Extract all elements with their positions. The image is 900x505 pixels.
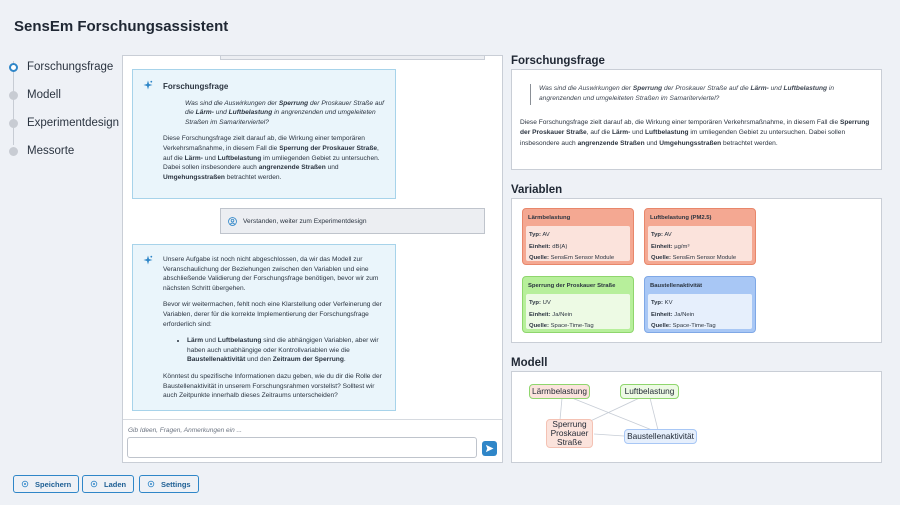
user-icon (228, 217, 237, 226)
model-node[interactable]: Lärmbelastung (529, 384, 590, 399)
step-messorte[interactable] (9, 137, 119, 165)
variable-card[interactable] (644, 208, 756, 265)
step-experimentdesign[interactable] (9, 109, 119, 137)
input-label: Gib Ideen, Fragen, Anmerkungen ein ... (128, 427, 242, 434)
step-label: Messorte (27, 145, 75, 157)
load-button[interactable]: Laden (82, 475, 134, 493)
message-text: Unsere Aufgabe ist noch nicht abgeschlossen, da wir das Modell zur Veranschaulichung der Beziehungen zwischen den Variablen und eine abschließende Validierung der Forschungsfrage benötigen, bevor wir zum nächsten Schritt übergehen. (163, 256, 379, 292)
model-panel[interactable] (511, 371, 882, 463)
variable-details: Typ: AV Einheit: dB(A) Quelle: SensEm Sensor Module (526, 226, 630, 261)
model-node[interactable]: Luftbelastung (620, 384, 679, 399)
message-list (187, 336, 385, 365)
model-node[interactable]: Baustellenaktivität (624, 429, 697, 444)
variable-name: Sperrung der Proskauer Straße (528, 283, 616, 289)
step-dot (9, 91, 18, 100)
user-message (220, 208, 485, 234)
settings-button[interactable]: Settings (139, 475, 199, 493)
gear-icon (90, 480, 98, 488)
step-label: Forschungsfrage (27, 61, 114, 73)
variable-card[interactable] (644, 276, 756, 333)
model-title: Modell (511, 357, 548, 369)
send-icon (485, 444, 494, 453)
message-text: Bevor wir weitermachen, fehlt noch eine Klarstellung oder Verfeinerung der Variablen, derer für die korrekte Implementierung der Forschungsfrage erforderlich sind: (163, 301, 382, 328)
sparkle-icon (143, 80, 153, 90)
research-question-panel (511, 69, 882, 170)
variables-panel (511, 198, 882, 343)
variable-name: Luftbelastung (PM2.5) (650, 215, 712, 221)
variable-name: Baustellenaktivität (650, 283, 703, 289)
message-heading: Forschungsfrage (163, 82, 229, 91)
list-item: • Lärm und Luftbelastung sind die abhängigen Variablen, aber wir haben auch unabhängige oder Kontrollvariablen wie die Baustellenaktivität und den Zeitraum der Sperrung. (187, 336, 385, 365)
step-dot (9, 119, 18, 128)
chat-input[interactable] (127, 437, 477, 458)
model-edge (594, 434, 624, 436)
message-text: Könntest du spezifische Informationen dazu geben, wie du dir die Rolle der Baustellenaktivität in unserem Forschungsrahmen vorstellst? Solltest wir auch Zeitpunkte innerhalb dieses Zeitraums unterscheiden? (163, 372, 382, 400)
gear-icon (21, 480, 29, 488)
step-dot (9, 147, 18, 156)
send-button[interactable] (482, 441, 497, 456)
step-navigation (9, 53, 119, 165)
step-label: Modell (27, 89, 61, 101)
variables-title: Variablen (511, 184, 563, 196)
save-button[interactable]: Speichern (13, 475, 79, 493)
gear-icon (147, 480, 155, 488)
step-label: Experimentdesign (26, 117, 119, 129)
model-edge (560, 398, 562, 420)
sparkle-icon (143, 255, 153, 265)
step-forschungsfrage[interactable] (9, 53, 119, 81)
research-question-title: Forschungsfrage (511, 55, 605, 67)
step-modell[interactable] (9, 81, 119, 109)
variable-card[interactable] (522, 208, 634, 265)
variable-card[interactable] (522, 276, 634, 333)
assistant-message (132, 244, 396, 411)
step-active-dot (9, 63, 18, 72)
previous-message-edge (220, 56, 485, 60)
assistant-message (132, 69, 396, 199)
variable-details: Typ: AV Einheit: µg/m³ Quelle: SensEm Sensor Module (648, 226, 752, 261)
chat-panel (122, 55, 503, 463)
user-message-text: Verstanden, weiter zum Experimentdesign (243, 217, 367, 225)
app-title: SensEm Forschungsassistent (14, 18, 229, 35)
variable-name: Lärmbelastung (528, 215, 571, 221)
chat-messages[interactable] (123, 56, 502, 420)
model-edge (650, 398, 658, 430)
research-question-quote: Was sind die Auswirkungen der Sperrung der Proskauer Straße auf die Lärm- und Luftbelastung in angrenzenden und umgeleiteten Straßen im Samariterviertel? (530, 84, 873, 105)
research-question-quote: Was sind die Auswirkungen der Sperrung der Proskauer Straße auf die Lärm- und Luftbelastung in angrenzenden und umgeleiteten Straßen im Samariterviertel? (185, 99, 385, 126)
model-node[interactable]: Sperrung Proskauer Straße (546, 419, 593, 448)
variable-details: Typ: UV Einheit: Ja/Nein Quelle: Space-Time-Tag (526, 294, 630, 329)
research-question-description: Diese Forschungsfrage zielt darauf ab, die Wirkung einer temporären Verkehrsmaßnahme, in diesem Fall die Sperrung der Proskauer Straße, auf die Lärm- und Luftbelastung im umliegenden Gebiet zu untersuchen. Dabei sollen insbesondere auch angrenzende Straßen und Umgehungsstraßen betrachtet werden. (520, 118, 870, 147)
message-text: Diese Forschungsfrage zielt darauf ab, die Wirkung einer temporären Verkehrsmaßnahme, in diesem Fall die Sperrung der Proskauer Straße, auf die Lärm- und Luftbelastung im umliegenden Gebiet zu untersuchen. Dabei sollen insbesondere auch angrenzende Straßen und Umgehungsstraßen betrachtet werden. (163, 135, 380, 181)
variable-details: Typ: KV Einheit: Ja/Nein Quelle: Space-Time-Tag (648, 294, 752, 329)
